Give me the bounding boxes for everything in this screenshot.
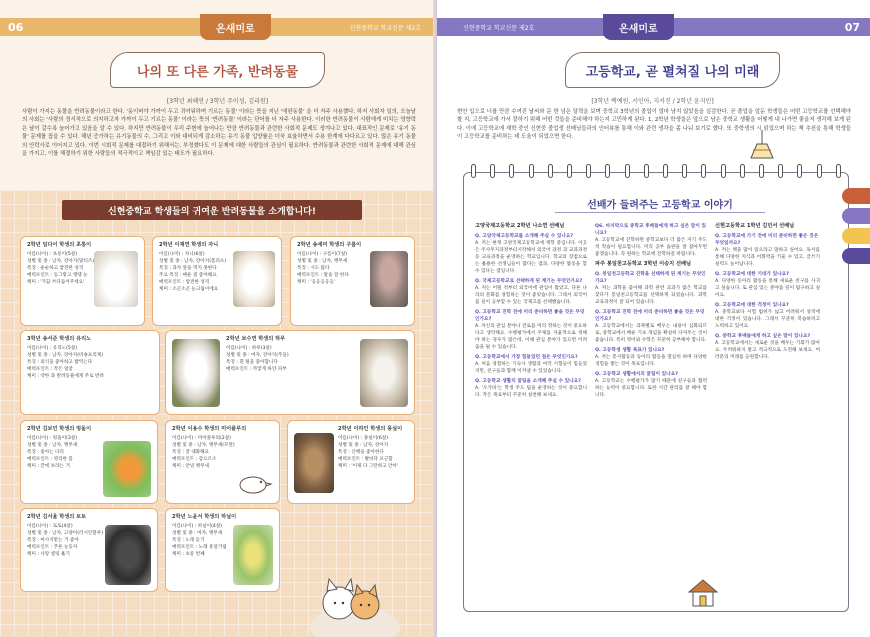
pet-card-line: 성별 및 종 : 남자, 앵무새 — [297, 259, 348, 264]
pet-photo — [172, 339, 220, 407]
pet-card-line: 특징 : 시도 많다 — [297, 266, 330, 271]
interview-question: Q. 고등학교에서 가장 힘들었던 점은 무엇인가요? — [475, 355, 578, 360]
pet-card-line: 매력포인트 : 동그랗고 땡땡 눈 — [27, 273, 88, 278]
interview-answer: A. 고등학교에 진학하면 중학교보다 더 많은 자기 주도적 학습이 필요합니다. 미리 공부 습관을 잘 잡아두면 좋겠습니다. 꼭 원하는 학교에 진학하길 바랍니다. — [595, 238, 707, 257]
pet-card-line: 케미 : '가끔 쓰다듬어주세요' — [27, 280, 85, 285]
pet-ribbon: 신현중학교 학생들의 귀여운 반려동물을 소개합니다! — [62, 200, 362, 220]
pet-photo — [360, 339, 408, 407]
pet-card — [20, 508, 158, 592]
interview-answer: A. 고등학교에서는 새로운 것을 배우는 기회가 많아요. 두려워하지 말고 적극적으로 도전해 보세요. 여러분의 미래를 응원합니다. — [715, 341, 820, 360]
pet-card-line: 성별 및 종 : 남자, 강아지(폼피츠) — [159, 259, 227, 264]
interview-question: Q. 국제고등학교로 선택하게 된 계기는 무엇인가요? — [475, 279, 583, 284]
left-brand: 온새미로 — [200, 14, 271, 40]
interview-answer: A. 고등학교는 수행평가가 많기 때문에 친구들과 협력하는 능력이 중요합니다. 또한 시간 관리를 잘 해야 합니다. — [595, 379, 707, 398]
pet-card-title: 2학년 이재연 학생의 자니 — [159, 242, 219, 248]
interview-heading: Q6. 마지막으로 중학교 후배들에게 하고 싶은 말이 있나요? — [595, 224, 707, 236]
right-header-sub: 신현중학교 학교신문 제2호 — [463, 24, 535, 32]
interview-question: Q. 고등학교 진학 전에 미리 준비하면 좋을 것은 무엇인가요? — [595, 310, 705, 322]
pet-card-line: 매력포인트 : 작은 얼굴 — [27, 367, 73, 372]
interview-heading: 신현고등학교 1학년 김민서 선배님 — [715, 223, 795, 229]
pet-card-line: 케미 : 끝에 보라는 거 — [27, 464, 70, 469]
pet-card-line: 특징 : 과자 앞을 먹지 못한다 — [159, 266, 217, 271]
pet-card — [20, 330, 160, 415]
pet-card-line: 매력포인트 : 말을 잘 한다 — [297, 273, 349, 278]
left-title: 나의 또 다른 가족, 반려동물 — [110, 52, 325, 88]
interview-column — [715, 220, 820, 361]
pet-card — [165, 420, 280, 504]
pet-photo — [233, 251, 275, 307]
pet-card-line: 매력포인트 : 얌전한 성격 — [159, 280, 210, 285]
pet-card-line: 매력포인트 : 노래 흥얼거림 — [172, 545, 227, 550]
notebook-rings — [471, 164, 841, 178]
right-byline: [3학년 백예원, 서인아, 지서진 / 2학년 윤지민] — [591, 98, 714, 105]
pet-card-line: 이름(나이) : 초롱이(5살) — [27, 252, 78, 257]
pet-card-line: 성별 및 종 : 남자, 고양이(러시안블루) — [27, 531, 104, 536]
pet-card-line: 특징 : 흰 털을 좋아합니다 — [226, 360, 278, 365]
cat-illustration-icon — [295, 557, 415, 637]
left-header-sub: 신현중학교 학교신문 제2호 — [349, 24, 421, 32]
pet-card-line: 특징 : 운순하고 얌전한 성격 — [27, 266, 84, 271]
pet-card-line: 성별 및 종 : 남자, 강아지 — [338, 443, 389, 448]
pet-card-line: 특징 : 외식을 좋아하고 밥먹는다 — [27, 360, 93, 365]
pet-card-title: 2학년 김서율 학생의 토토 — [27, 514, 87, 520]
pet-card — [290, 236, 415, 326]
bird-doodle-icon — [233, 471, 273, 497]
right-brand: 온새미로 — [603, 14, 674, 40]
interview-answer: A. '오가바'는 학생 주도 팀을 운영하는 것이 중요합니다. 작은 목표부터 꾸준히 실천해 보세요. — [475, 386, 587, 398]
pet-card-title: 2학년 임다이 학생의 초롱이 — [27, 242, 92, 248]
interview-answer: A. 고등학교에서는 과목별로 배우는 내용이 심화되므로, 중학교에서 배운 기초 개념을 확실히 다져두는 것이 좋습니다. 특히 영어와 수학은 꾸준히 공부해야 합니다. — [595, 324, 707, 343]
pet-card-title: 3학년 송서준 학생의 유리노 — [27, 336, 92, 342]
left-page-number: 06 — [8, 20, 24, 34]
pet-card-line: 이름(나이) : 유리노(5살) — [27, 346, 78, 351]
pet-card — [20, 420, 158, 504]
pet-card-line: 성별 및 종 : 남자, 앵무새 — [27, 443, 78, 448]
pet-card-line: 주요 특징 : 매운 걸 좋아해요 — [159, 273, 217, 278]
pet-photo — [105, 525, 151, 585]
pet-card-line: 이름(나이) : 미어플루의(2살) — [172, 436, 231, 441]
interview-question: Q. 고등학교 생활의 꿀팁을 소개해 주실 수 있나요? — [475, 379, 581, 384]
left-intro: 사람이 가지는 동물을 반려동물이라고 한다. '동이버야 가까이 두고 귀여워하며 기르는 동물' 이라는 뜻을 지닌 '애완동물' 을 더 자주 사용했다. 하지 사회자 일의, 오늘날의 사회는 '사람의 정서적으로 의지하고자 가까이 두고 기르는 동물' 이라는 뜻의 '반려동물' 이라는 단어를 더 자주 사용한다. 이러한 반려동물이 사람에게 미치는 영향력은 날이 갈수록 늘어가고 있음을 알 수 있다. 하지만 반려동물이 우리 주변에 늘어나는 만큼 반려동물과 관련한 사회적 문제도 생겨나고 있다. 대표적인 문제로 '유기 동물' 문제를 꼽을 수 있다. 해년 증가하는 유기동물의 수, 그리고 이와 대비되게 감소하는 유기 동물 입양률은 더욱 효율하면서 수용 한계에 다다르고 있다. 많은 유기 동물의 안락사로 이어지고 있다. 이번 시회적 문제를 대접하기 위해서는, 부정했다도 이 문제에 대한 사람들의 관심이 필요하다. 반려동물과 관련한 사회적 문제에 대해 관심을 가지고, 이를 해결하기 위한 사람들의 적극적이고 책임감 있는 태도가 필요하다. — [22, 109, 416, 158]
interview-question: Q. 고등학교에 가기 전에 미리 준비하면 좋은 것은 무엇일까요? — [715, 234, 819, 246]
right-title: 고등학교, 곧 펼쳐질 나의 미래 — [565, 52, 780, 88]
pet-card-line: 매력포인트 : 영리한 몸 — [27, 457, 73, 462]
pet-card-line: 이름(나이) : 몽실이(6살) — [338, 436, 389, 441]
pet-card-line: 케미 : 약한 과 반려동물에게 주로 반려 — [27, 374, 104, 379]
interview-question: Q. 고등학교에 대한 걱정이 있나요? — [715, 303, 789, 308]
interview-answer: A. 중학교보다 시험 범위가 넓고 어려워서 성적에 대한 걱정이 있습니다. 그래서 꾸준히 복습하려고 노력하고 있어요. — [715, 310, 820, 329]
interview-answer: A. 저는 어릴 적부터 외국어에 관심이 많았고, 다른 나라의 문화를 경험하는 것이 좋았습니다. 그래서 외국어를 깊이 공부할 수 있는 국제고를 선택했습니다. — [475, 286, 587, 305]
pet-card-line: 성별 및 종 : 남자, 강아지(말티즈) — [27, 259, 95, 264]
pet-card-line: 특징 : 산책을 좋아한다 — [338, 450, 384, 455]
pet-card-line: 특징 : 좋아는 다리 — [27, 450, 64, 455]
pet-photo — [103, 441, 151, 497]
interview-answer: A. 저는 봉사활동과 동아리 활동을 열심히 하며 다양한 경험을 쌓는 것이 목표입니다. — [595, 355, 707, 367]
pet-card-line: 이름(나이) : 토토(4살) — [27, 524, 73, 529]
pet-card — [152, 236, 282, 326]
pet-card-line: 이름(나이) : 자니(6살) — [159, 252, 205, 257]
pet-card-line: 케미 : 초롱 번째 — [172, 552, 205, 557]
interview-question: Q. 고등학생 생활 목표가 있나요? — [595, 348, 665, 353]
pet-card-line: 성별 및 종 : 여자, 앵무새 — [172, 531, 223, 536]
interview-heading: 파주 봉일천고등학교 3학년 이승지 선배님 — [595, 261, 692, 267]
pet-card-line: 특징 : 노래 듣기 — [172, 538, 205, 543]
pet-card — [20, 236, 145, 326]
pet-card — [165, 508, 280, 592]
interview-question: Q. 봉일천고등학교 진학을 선택하게 된 계기는 무엇인가요? — [595, 272, 706, 284]
interview-answer: A. 처음 경험하는 기숙사 생활과 여러 시험들이 힘들었지만, 친구들과 함께 이겨낼 수 있었습니다. — [475, 362, 587, 374]
pet-card-title: 2학년 이용수 학생의 미어플루의 — [172, 426, 247, 432]
interview-question: Q. 고양국제고등학교를 소개해 주실 수 있나요? — [475, 234, 574, 239]
pet-card-line: 이름(나이) : 띵돌이(3살) — [27, 436, 78, 441]
right-page-number: 07 — [844, 20, 860, 34]
right-intro: 현안 입으로 너를 만큼 수여진 날씨와 문 한 넘은 달력을 보며 중학교 3학년의 졸업이 얼마 남지 않았음을 실감한다. 곧 졸업을 앞둔 학생들은 어떤 고등학교를 선택해야 할 지, 고등학교에 가서 잘하기 위해 어떤 것들을 준비해야 하는지 고민하게 된다. 1, 2학년 학생들은 앞으로 남은 중학교 생활을 어떻게 내 나가면 좋을지 생각해 보게 된다. 이에 고등학교에 재학 중인 신현중 졸업생 선배님들과의 인터뷰를 통해 이와 관련 생각을 좀 나눠 보기로 했다. 또 중학생의 시 읽었으며 하는 책 추천을 통해 학생들이 고등학교를 준비하는 데 도움이 되었으면 한다. — [457, 109, 851, 141]
notebook-tabs — [842, 188, 870, 268]
notebook-title: 선배가 들려주는 고등학교 이야기 — [587, 200, 733, 211]
pet-card-line: 케미 : 소곤소곤 눈크림이에요 — [159, 287, 219, 292]
notebook-title-underline — [555, 212, 765, 213]
interview-column — [595, 220, 707, 399]
pet-photo — [233, 525, 273, 585]
pet-card-line: 이름(나이) : 하닐이(4살) — [172, 524, 223, 529]
pet-card-line: 매력포인트 : 푸른 눈동자 — [27, 545, 78, 550]
pet-card — [287, 420, 415, 504]
pet-card-line: 케미 : '이제 다 그만하고 안아' — [338, 464, 399, 469]
pet-card-line: 이름(나이) : 구름이(7살) — [297, 252, 348, 257]
pet-card-line: 성별 및 종 : 여자, 강아지(푸들) — [226, 353, 289, 358]
pet-card-line: 이름(나이) : 하루(3살) — [226, 346, 272, 351]
pet-photo — [94, 251, 138, 307]
pet-card-title: 2학년 김보민 학생의 띵돌이 — [27, 426, 92, 432]
pet-photo — [294, 433, 334, 493]
interview-heading: 고양국제고등학교 2학년 나소연 선배님 — [475, 223, 565, 229]
interview-question: Q. 고등학교 진학 전에 미리 준비하면 좋을 것은 무엇인가요? — [475, 310, 585, 322]
pet-card-line: 매력포인트 : 까맣게 하얀 피부 — [226, 367, 287, 372]
pet-card-line: 케미 : 사랑 셀링 훌기 — [27, 552, 70, 557]
interview-answer: A. 다양한 동아리 활동을 통해 새로운 친구를 사귀고 싶습니다. 또 관심 있는 분야를 깊이 탐구하고 싶어요. — [715, 279, 820, 298]
interview-question: Q. 중학교 후배들에게 하고 싶은 말이 있나요? — [715, 334, 811, 339]
pet-card-line: 매력포인트 : 발바닥 포근함 — [338, 457, 393, 462]
page-gutter — [433, 0, 437, 637]
pet-card-line: 성별 및 종 : 남자, 앵무새(모란) — [172, 443, 235, 448]
left-byline: [3학년 최혜연 / 3학년 주이성, 김리원] — [166, 98, 269, 105]
interview-question: Q. 고등학교 생활에서의 꿀팁이 있나요? — [595, 372, 678, 377]
pet-photo — [370, 251, 408, 307]
pet-card-title: 2학년 노윤서 학생의 하닐이 — [172, 514, 237, 520]
interview-answer: A. 자신의 관심 분야나 진로를 미리 정하는 것이 중요하다고 생각해요. 수행평가에서 주제를 자율적으로 정해야 하는 경우가 많은데, 이때 관심 분야가 있으면 어려움을 덜 수 있습니다. — [475, 324, 587, 350]
pet-card-line: 케미 : '응응응응응' — [297, 280, 336, 285]
interview-answer: A. 저는 현재 고양국제고등학교에 재학 중입니다. 이곳은 주사무지과정부터시작해서 외국어 과정 과 교과과정 등 교육과정을 운영하는 학교입니다. 학교의 장점으로는 훌륭한 선생님들이 많다는 점과, 다양한 활동을 할 수 있다는 점입니다. — [475, 241, 587, 274]
interview-answer: A. 저는 책을 많이 읽으라고 말하고 싶어요. 독서를 통해 다양한 지식과 어휘력을 키울 수 있고, 글쓰기 실력도 늘어납니다. — [715, 248, 820, 267]
pet-card — [165, 330, 415, 415]
pet-card-line: 특징 : 마사지받는 거 좋아 — [27, 538, 79, 543]
interview-answer: A. 저는 과학을 좋아해 과학 관련 교과가 많은 학교를 찾다가 봉일천고등학교를 선택하게 되었습니다. 과학 교육과정이 잘 되어 있습니다. — [595, 286, 707, 305]
pet-card-title: 2학년 송세미 학생의 구름이 — [297, 242, 362, 248]
pet-card-line: 특징 : 잘 대화해요 — [172, 450, 209, 455]
pet-card-line: 케미 : 안녕 앵무새 — [172, 464, 209, 469]
pet-card-title: 2학년 보수연 학생의 하루 — [226, 336, 286, 342]
pet-card-line: 매력포인트 : 감으르소 — [172, 457, 217, 462]
interview-question: Q. 고등학교에 대한 기대가 있나요? — [715, 272, 789, 277]
pet-card-title: 2학년 이하인 학생의 몽실이 — [338, 426, 403, 432]
interview-column — [475, 220, 587, 399]
right-page — [435, 0, 870, 637]
pet-card-line: 성별 및 종 : 남자, 강아지(비숑프리제) — [27, 353, 104, 358]
house-doodle-icon — [685, 578, 721, 608]
